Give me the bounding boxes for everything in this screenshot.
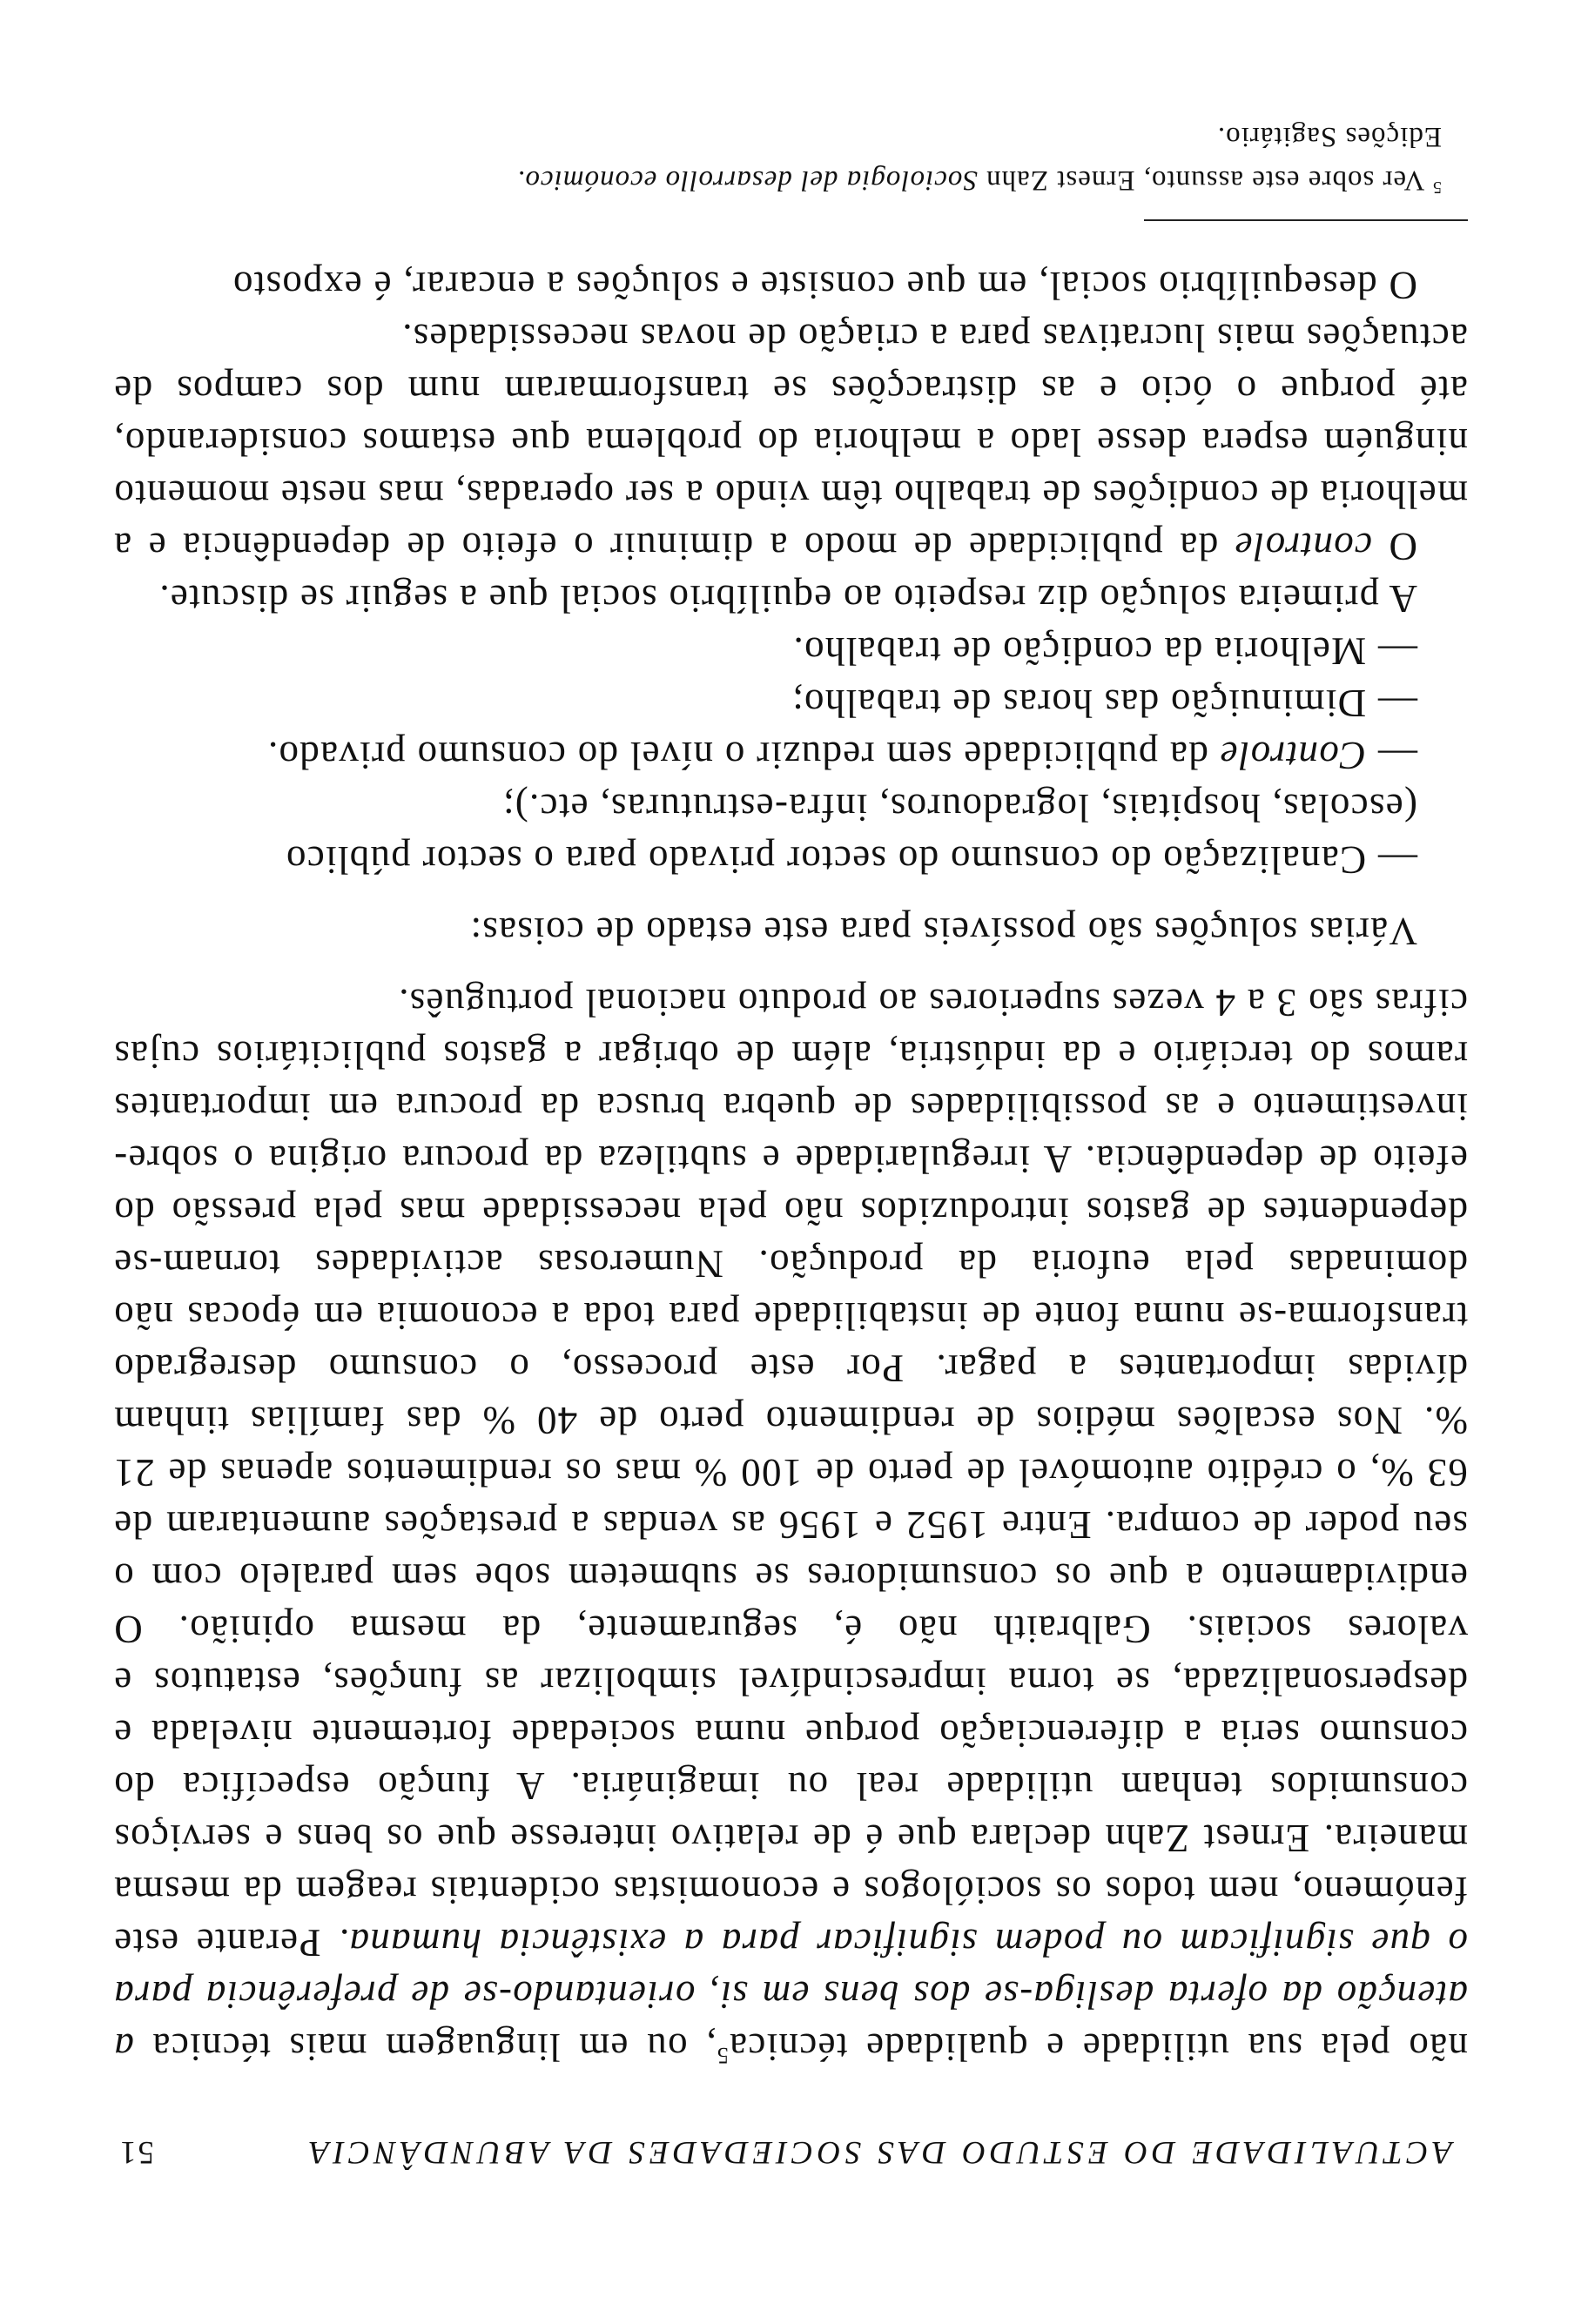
list-item-text: — Canalização do consumo do sector privado para o sector público (285, 838, 1417, 882)
paragraph-italic-text: controle (1234, 525, 1373, 568)
footnote-book-title: Sociologia del desarrollo económico. (516, 165, 978, 196)
list-item-controle (113, 729, 1468, 782)
footnote-line (113, 158, 1442, 202)
body-text (113, 259, 1468, 2073)
paragraph-text: , ou em linguagem mais técnica (151, 2025, 717, 2069)
paragraph-solutions-intro: Várias soluções são possíveis para este estado de coisas: (469, 910, 1417, 953)
list-item-italic: Controle (1219, 734, 1367, 777)
paragraph-text: O (1372, 525, 1417, 568)
paragraph-italic-text: a atenção da oferta desliga-se dos bens em si, orientando-se de preferência para o que significam ou podem significar para a existência humana. (113, 1921, 1468, 2069)
footnote-publisher: Edições Sagitário. (1216, 121, 1442, 152)
paragraph-text: da publicidade de modo a diminuir o efeito de dependência e a melhoria de condições de trabalho têm vindo a ser operadas, mas neste momento ninguém espera desse lado a melhoria do problema que estamos considerando, até porque o ócio e as distracções se transformaram num dos campos de actuações mais lucrativas para a criação de novas necessidades. (113, 316, 1468, 568)
list-item-canalizacao-continued: (escolas, hospitais, logradouros, infra-estruturas, etc.); (501, 786, 1417, 830)
list-item-canalizacao (113, 834, 1468, 886)
list-item-melhoria: — Melhoria da condição de trabalho. (792, 629, 1417, 673)
paragraph-equilibrio: A primeira solução diz respeito ao equilíbrio social que a seguir se discute. (158, 577, 1417, 621)
page-content (113, 115, 1468, 2171)
list-dash: — (1366, 734, 1417, 777)
footnote-reference: 5 (716, 2043, 729, 2068)
running-head-title: ACTUALIDADE DO ESTUDO DAS SOCIEDADES DA ABUNDÂNCIA (305, 2134, 1452, 2170)
footnote-divider (1144, 219, 1468, 221)
paragraph-desequilibrio: O desequilíbrio social, em que consiste e soluções a encarar, é exposto (232, 264, 1417, 307)
footnote-text: Ver sobre este assunto, Ernest Zahn (977, 165, 1432, 196)
list-item-horas: — Diminuição das horas de trabalho; (791, 682, 1417, 725)
footnote-marker: 5 (1432, 178, 1442, 197)
paragraph-controle (113, 312, 1468, 573)
paragraph-continued (113, 977, 1468, 2073)
list-item-text: da publicidade sem reduzir o nível do consumo privado. (266, 734, 1220, 777)
footnote (113, 115, 1468, 202)
running-head (113, 2119, 1468, 2171)
page-number: 51 (118, 2134, 154, 2170)
paragraph-text: Perante este fenómeno, nem todos os sociólogos e economistas ocidentais reagem da mesma maneira. Ernest Zahn declara que é de relativo interesse que os bens e serviços consumidos tenham utilidade real ou imaginária. A função específica do consumo seria a diferenciação porque numa sociedade fortemente nivelada e despersonalizada, se torna imprescindível simbolizar as funções, estatutos e valores sociais. Galbraith não é, seguramente, da mesma opinião. O endividamento a que os consumidores se submetem sobe sem paralelo com o seu poder de compra. Entre 1952 e 1956 as vendas a prestações aumentaram de 63 %, o crédito automóvel de perto de 100 % mas os rendimentos apenas de 21 %. Nos escalões médios de rendimento perto de 40 % das famílias tinham dívidas importantes a pagar. Por este processo, o consumo desregrado transforma-se numa fonte de instabilidade para toda a economia em épocas não dominadas pela euforia da produção. Numerosas actividades tornam-se dependentes de gastos introduzidos não pela necessidade mas pela pressão do efeito de dependência. A irregularidade e subtileza da procura origina o sobre-investimento e as possibilidades de quebra brusca da procura em importantes ramos do terciário e da indústria, além de obrigar a gastos publicitários cujas cifras são 3 a 4 vezes superiores ao produto nacional português. (113, 981, 1468, 1965)
paragraph-text: não pela sua utilidade e qualidade técnica (728, 2025, 1468, 2069)
